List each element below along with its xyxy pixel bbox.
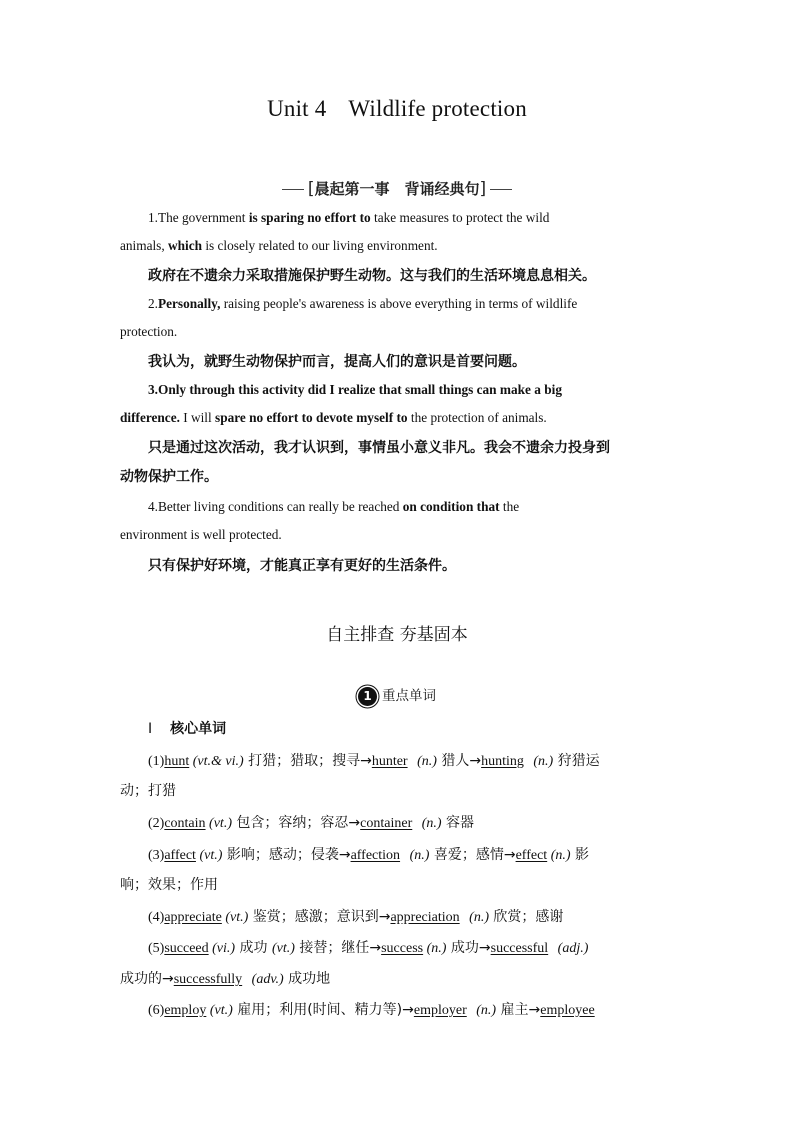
sentence-2-line-1 [148, 296, 577, 312]
part-of-speech: (n.) [426, 941, 447, 956]
text-run: raising people's awareness is above everything in terms of wildlife [220, 296, 578, 311]
part-of-speech: (vt.) [209, 816, 232, 831]
meaning: 欣赏；感谢 [488, 909, 564, 925]
part-of-speech: (vi.) [212, 941, 236, 956]
meaning: 接替；继任→ [294, 940, 382, 956]
roman-numeral: Ⅰ [148, 721, 153, 737]
part-of-speech: (vt.) [209, 1003, 233, 1018]
part-of-speech: (n.) [409, 848, 430, 863]
part-of-speech: (n.) [533, 754, 554, 769]
text-run: take measures to protect the wild [370, 210, 550, 225]
meaning: 影 [570, 847, 589, 863]
sentence-3-translation-line-2: 动物保护工作。 [120, 469, 218, 485]
sentence-4-line-2: environment is well protected. [120, 527, 282, 542]
headword: succeed [164, 941, 209, 956]
derived-word: successful [490, 941, 549, 956]
derived-word: successfully [173, 972, 243, 987]
item-number: (2) [148, 816, 165, 831]
text-run: animals, [120, 238, 169, 253]
banner-text: 晨起第一事 背诵经典句 [314, 180, 480, 198]
text-run: 1.The government [148, 210, 249, 225]
sentence-1-translation: 政府在不遗余力采取措施保护野生动物。这与我们的生活环境息息相关。 [148, 268, 596, 284]
derived-word: employee [540, 1003, 595, 1018]
meaning: 打猎；猎取；搜寻→ [243, 753, 372, 769]
part-of-speech: (n.) [417, 754, 437, 769]
banner-open-bracket: [ [307, 179, 315, 199]
sentence-2-line-2: protection. [120, 324, 178, 339]
unit-number: Unit 4 [267, 96, 327, 121]
meaning: 容器 [441, 815, 475, 831]
vocab-item-5 [148, 937, 588, 957]
text-run: 4.Better living conditions can really be reached [148, 499, 403, 514]
section-banner [0, 178, 794, 199]
part-of-speech: (vt.) [199, 848, 223, 863]
meaning: 狩猎运 [553, 753, 600, 769]
headword: affect [164, 848, 196, 863]
sentence-1-line-1 [148, 210, 549, 226]
derived-word: employer [413, 1003, 467, 1018]
derived-word: hunter [371, 754, 408, 769]
sub-heading-text: 重点单词 [382, 688, 436, 704]
sub-heading [0, 684, 794, 706]
part-of-speech: (n.) [476, 1003, 497, 1018]
unit-topic: Wildlife protection [348, 96, 527, 121]
part-of-speech: (n.) [469, 910, 489, 925]
vocab-item-1-continued: 动；打猎 [120, 784, 176, 799]
core-words-label: 核心单词 [170, 721, 227, 737]
meaning: 雇用；利用(时间、精力等)→ [232, 1002, 414, 1018]
headword: hunt [164, 754, 190, 769]
headword: employ [164, 1003, 207, 1018]
meaning: 成功地 [283, 971, 331, 987]
section-title: 自主排查 夯基固本 [326, 625, 468, 645]
derived-word: affection [350, 848, 401, 863]
meaning: 成功 [235, 940, 272, 956]
core-words-heading [148, 718, 226, 738]
meaning: 雇主→ [496, 1002, 541, 1018]
text-run: I will [179, 410, 216, 425]
item-number: (6) [148, 1003, 165, 1018]
meaning: 包含；容纳；容忍→ [231, 815, 361, 831]
derived-word: success [381, 941, 424, 956]
number-badge-icon: 1 [358, 687, 377, 706]
sentence-3-translation-line-1: 只是通过这次活动，我才认识到，事情虽小意义非凡。我会不遗余力投身到 [148, 440, 610, 456]
meaning: 喜爱；感情→ [429, 847, 516, 863]
bold-phrase: which [168, 238, 203, 253]
meaning: 成功→ [446, 940, 491, 956]
headword: appreciate [164, 910, 222, 925]
part-of-speech: (n.) [550, 848, 571, 863]
sentence-3-line-2 [120, 410, 547, 426]
text-run: 2. [148, 296, 158, 311]
bold-phrase: is sparing no effort to [248, 210, 371, 225]
bold-phrase: 3.Only through this activity did I realize that small things can make a big [148, 382, 562, 397]
meaning: 猎人→ [436, 753, 482, 769]
bold-phrase: on condition that [402, 499, 500, 514]
vocab-item-1 [148, 750, 600, 770]
text-run: the protection of animals. [407, 410, 547, 425]
meaning: 影响；感动；侵袭→ [222, 847, 351, 863]
derived-word: effect [515, 848, 548, 863]
meaning: 成功的→ [120, 971, 174, 987]
part-of-speech: (vt.) [271, 941, 295, 956]
text-run: the [499, 499, 520, 514]
sentence-4-line-1 [148, 499, 519, 515]
vocab-item-4 [148, 906, 563, 926]
item-number: (5) [148, 941, 165, 956]
vocab-item-5-continued [120, 968, 330, 988]
derived-word: hunting [481, 754, 524, 769]
page-title [0, 96, 794, 122]
banner-close-bracket: ] [479, 179, 487, 199]
part-of-speech: (vt.) [225, 910, 249, 925]
bold-phrase: Personally, [157, 296, 221, 311]
item-number: (4) [148, 910, 165, 925]
part-of-speech: (adj.) [557, 941, 589, 956]
sentence-3-line-1 [148, 382, 562, 398]
sentence-1-line-2 [120, 238, 438, 254]
part-of-speech: (adv.) [251, 972, 284, 987]
derived-word: appreciation [390, 910, 460, 925]
sentence-4-translation: 只有保护好环境，才能真正享有更好的生活条件。 [148, 558, 456, 574]
item-number: (3) [148, 848, 165, 863]
item-number: (1) [148, 754, 165, 769]
vocab-item-3 [148, 844, 589, 864]
vocab-item-6 [148, 999, 595, 1019]
derived-word: container [360, 816, 413, 831]
headword: contain [164, 816, 206, 831]
vocab-item-2 [148, 812, 474, 832]
bold-phrase: difference. [120, 410, 180, 425]
meaning: 鉴赏；感激；意识到→ [248, 909, 391, 925]
bold-phrase: spare no effort to devote myself to [215, 410, 408, 425]
part-of-speech: (vt.& vi.) [192, 754, 244, 769]
vocab-item-3-continued: 响；效果；作用 [120, 878, 218, 893]
part-of-speech: (n.) [421, 816, 442, 831]
sentence-2-translation: 我认为，就野生动物保护而言，提高人们的意识是首要问题。 [148, 354, 526, 370]
text-run: is closely related to our living environment. [202, 238, 438, 253]
